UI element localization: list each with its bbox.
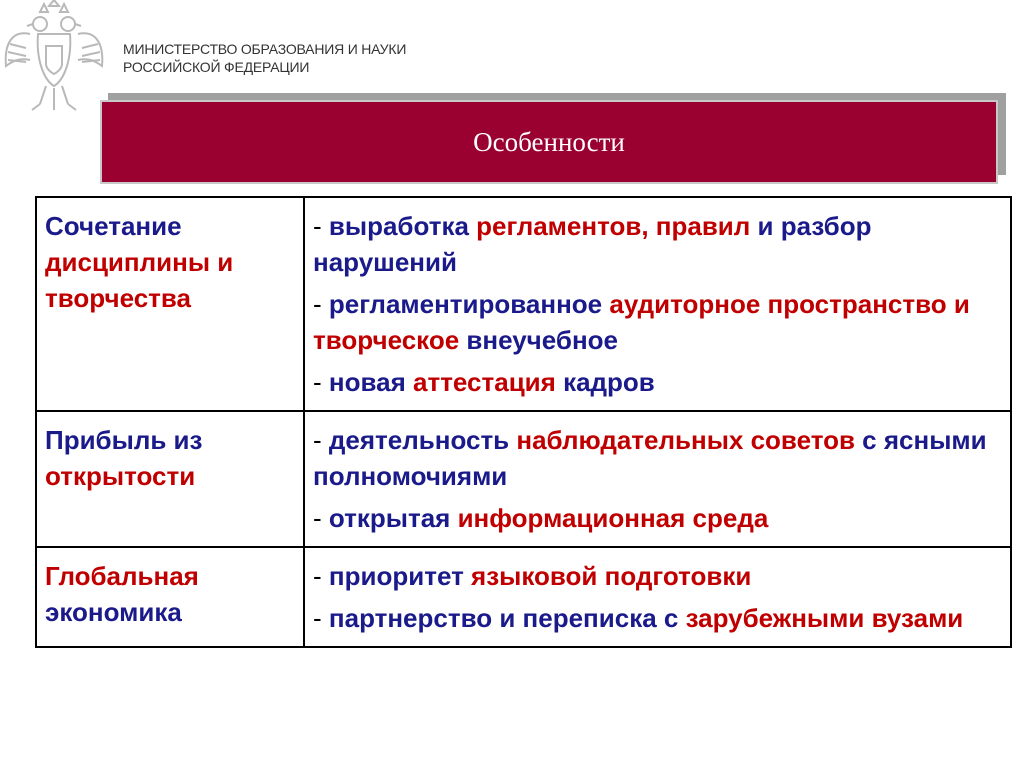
list-item (313, 500, 1000, 536)
title-bar (100, 100, 998, 184)
row-heading (36, 197, 304, 411)
item-segment: регламентов, правил (476, 211, 751, 241)
heading-segment: открытости (45, 461, 196, 491)
row-items (304, 547, 1011, 647)
item-segment: приоритет (328, 561, 472, 591)
row-items (304, 411, 1011, 547)
ministry-name (123, 40, 406, 76)
item-segment: и разбор нарушений (313, 211, 872, 277)
row-items (304, 197, 1011, 411)
heading-segment: Прибыль из (45, 425, 203, 455)
item-segment: открытая (328, 503, 458, 533)
heading-segment: Глобальная (45, 561, 199, 591)
list-item (313, 364, 1000, 400)
heading-segment: Сочетание (45, 211, 182, 241)
item-segment: регламентированное (328, 289, 610, 319)
bullet-dash: - (313, 603, 322, 633)
table-row (36, 411, 1011, 547)
item-segment: внеучебное (459, 325, 618, 355)
row-heading (36, 547, 304, 647)
ministry-line-1: МИНИСТЕРСТВО ОБРАЗОВАНИЯ И НАУКИ (123, 41, 407, 57)
heading-segment: дисциплины и творчества (45, 247, 234, 313)
bullet-dash: - (313, 289, 322, 319)
bullet-dash: - (313, 211, 322, 241)
item-segment: деятельность (328, 425, 517, 455)
heading-segment: экономика (45, 597, 182, 627)
slide-title: Особенности (473, 126, 625, 157)
item-segment: зарубежными вузами (685, 603, 964, 633)
item-segment: выработка (328, 211, 477, 241)
double-headed-eagle-emblem-icon (0, 0, 108, 118)
item-segment: партнерство и переписка с (328, 603, 686, 633)
item-segment: аттестация (413, 367, 556, 397)
bullet-dash: - (313, 367, 322, 397)
features-table (35, 196, 1012, 648)
item-segment: наблюдательных советов (516, 425, 855, 455)
item-segment: с ясными полномочиями (313, 425, 987, 491)
item-segment: аудиторное пространство и творческое (313, 289, 970, 355)
row-heading (36, 411, 304, 547)
list-item (313, 208, 1000, 280)
list-item (313, 600, 1000, 636)
item-segment: новая (328, 367, 413, 397)
list-item (313, 422, 1000, 494)
bullet-dash: - (313, 425, 322, 455)
list-item (313, 286, 1000, 358)
bullet-dash: - (313, 561, 322, 591)
bullet-dash: - (313, 503, 322, 533)
item-segment: информационная среда (457, 503, 769, 533)
item-segment: кадров (555, 367, 655, 397)
table-row (36, 197, 1011, 411)
table-row (36, 547, 1011, 647)
list-item (313, 558, 1000, 594)
ministry-line-2: РОССИЙСКОЙ ФЕДЕРАЦИИ (123, 59, 310, 75)
item-segment: языковой подготовки (471, 561, 752, 591)
